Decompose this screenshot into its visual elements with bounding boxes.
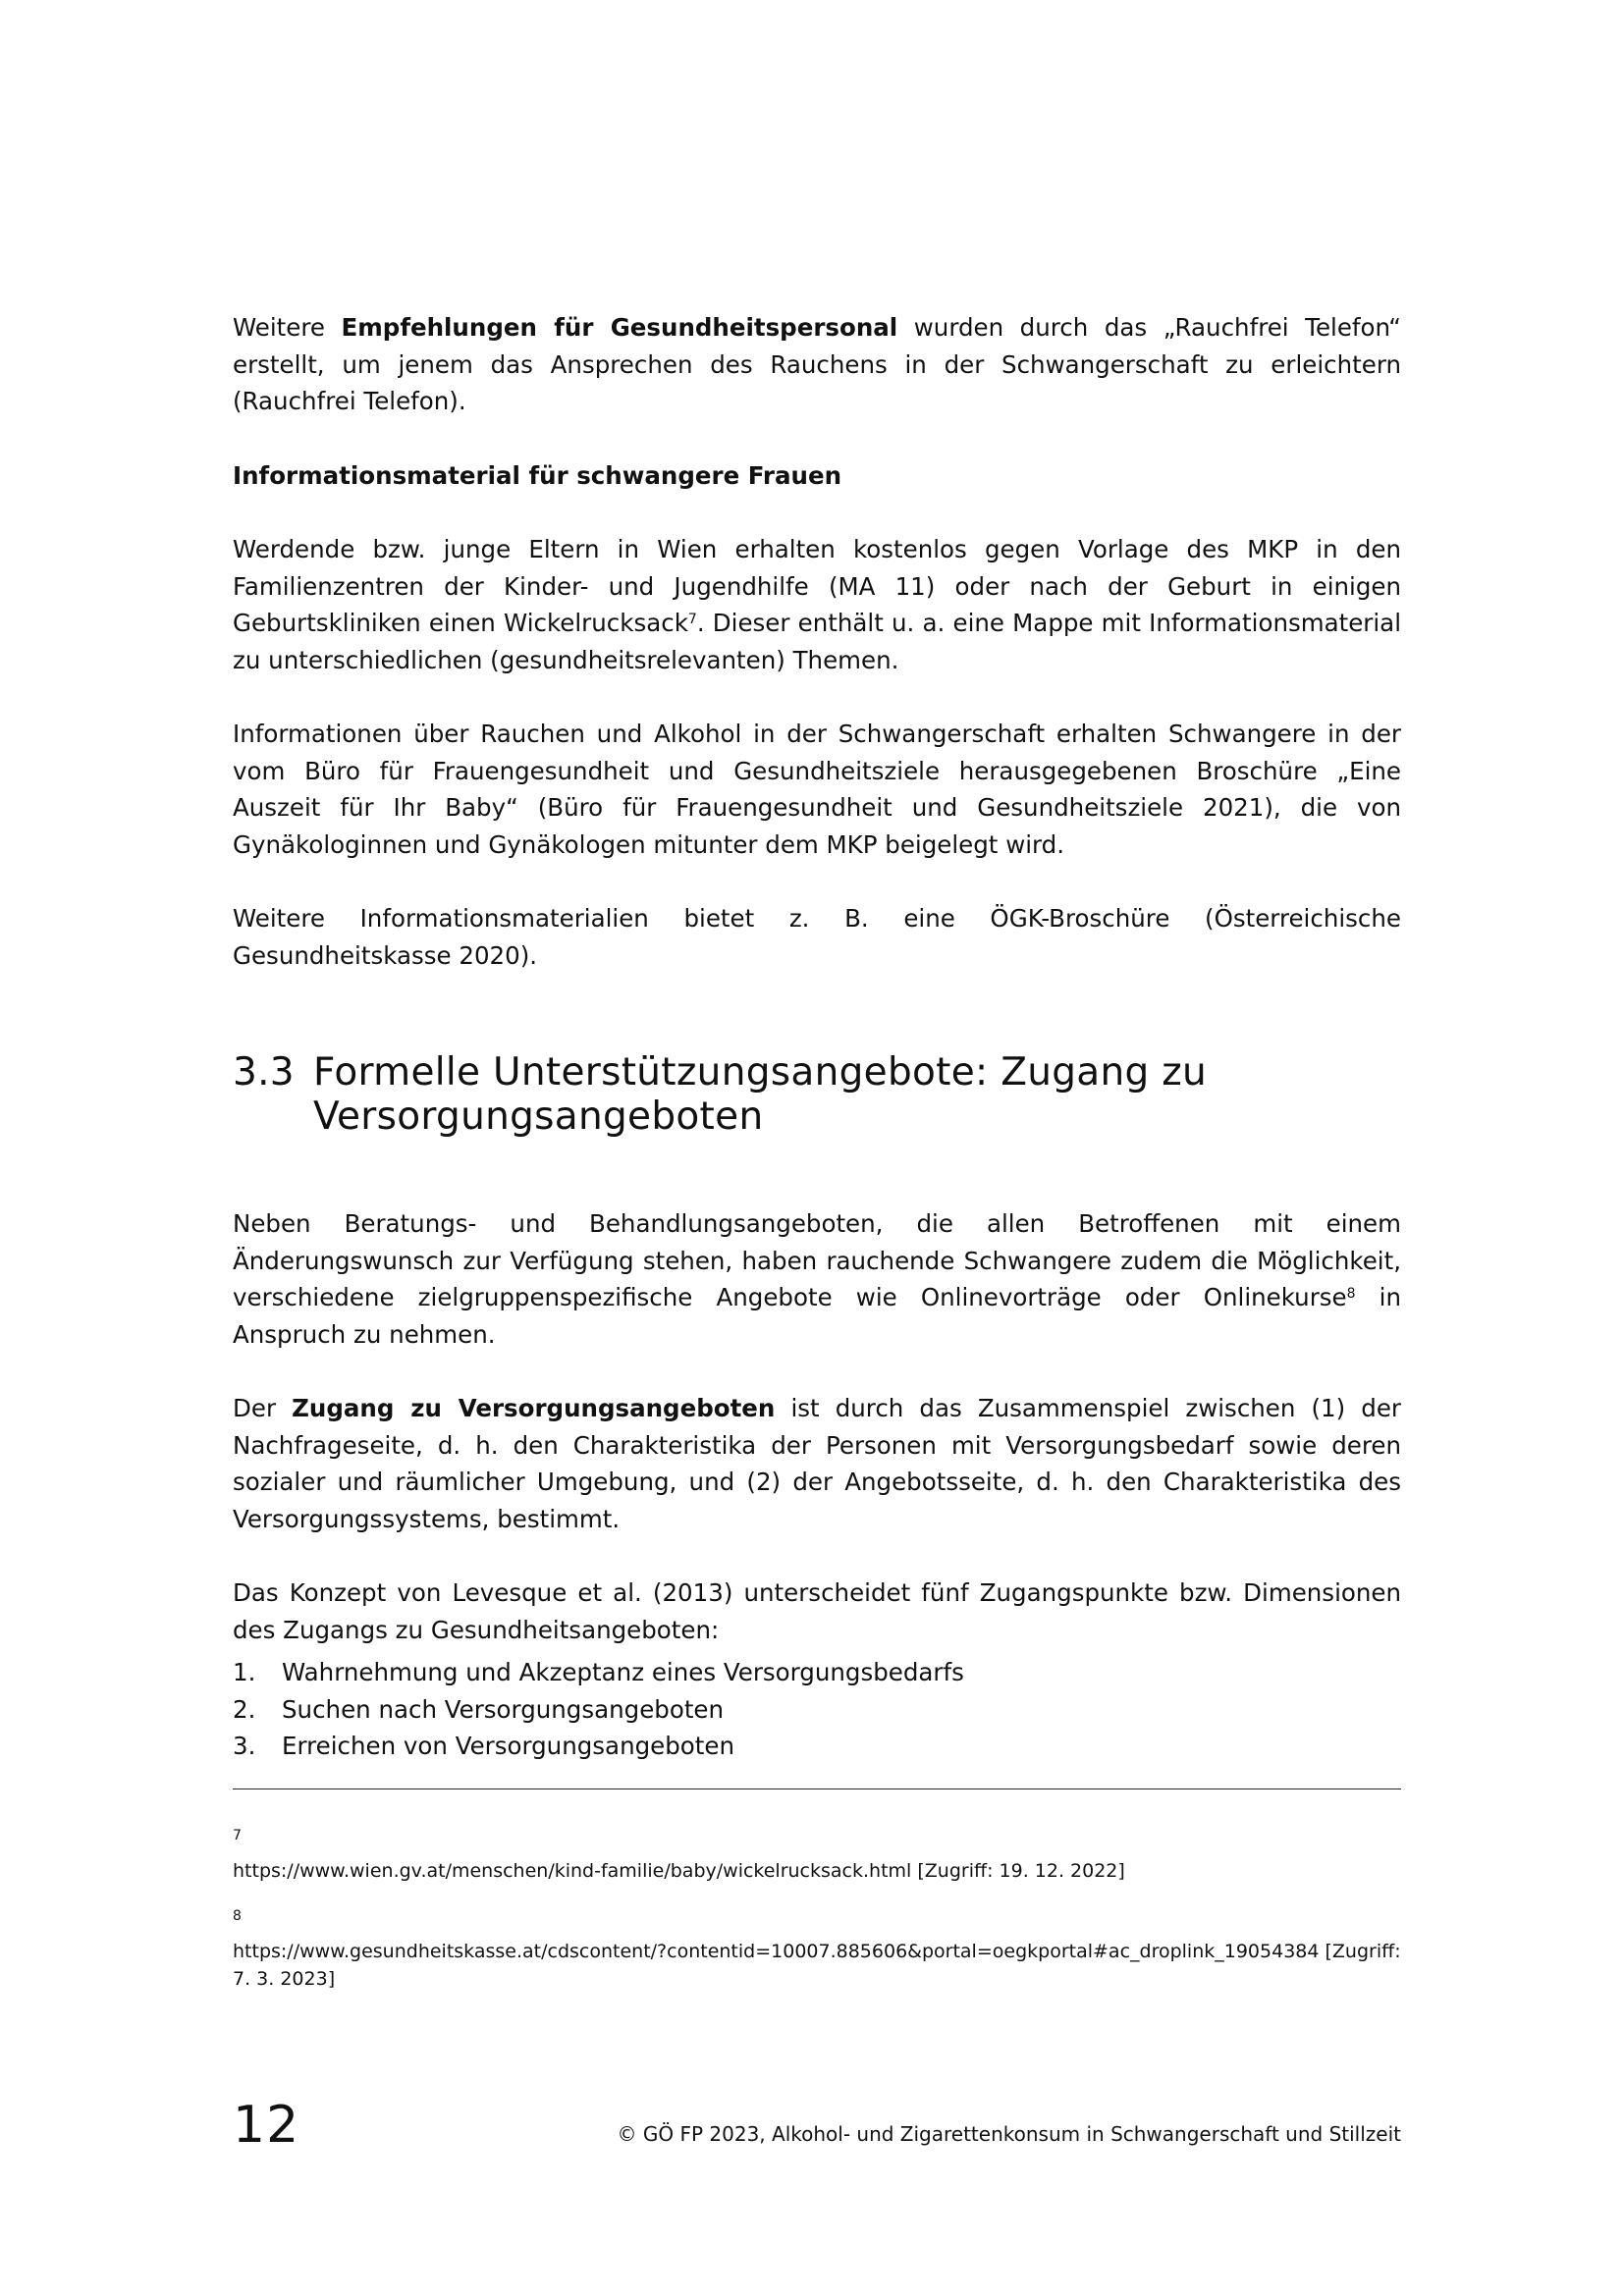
list-item-number: 3. [233,1732,256,1760]
paragraph-beratungsangebote [233,1205,1401,1353]
list-item-text: Wahrnehmung und Akzeptanz eines Versorgungsbedarfs [282,1658,964,1686]
paragraph-text: wurden durch das „Rauchfrei Telefon“ erstellt, um jenem das Ansprechen des Rauchens in der Schwangerschaft zu erleichtern (Rauchfrei Telefon). [233,313,1401,415]
paragraph-text: . Dieser enthält u. a. eine Mappe mit Informationsmaterial zu unterschiedlichen (gesundheitsrelevanten) Themen. [233,609,1401,674]
page-number: 12 [233,2096,300,2155]
paragraph-broschuere: Informationen über Rauchen und Alkohol in der Schwangerschaft erhalten Schwangere in der vom Büro für Frauengesundheit und Gesundheitsziele herausgegebenen Broschüre „Eine Auszeit für Ihr Baby“ (Büro für Frauengesundheit und Gesundheitsziele 2021), die von Gynäkologinnen und Gynäkologen mitunter dem MKP beigelegt wird. [233,720,1401,859]
paragraph-text: ist durch das Zusammenspiel zwischen (1) der Nachfrageseite, d. h. den Charakteristika der Personen mit Versorgungsbedarf sowie deren sozialer und räumlicher Umgebung, und (2) der Angebotsseite, d. h. den Charakteristika des Versorgungssystems, bestimmt. [233,1394,1401,1533]
subheading-informationsmaterial: Informationsmaterial für schwangere Frauen [233,460,842,490]
list-item [233,1728,1401,1765]
footnotes [233,1826,1401,2014]
paragraph-text: Neben Beratungs- und Behandlungsangeboten, die allen Betroffenen mit einem Änderungswunsch zur Verfügung stehen, haben rauchende Schwangere zudem die Möglichkeit, verschiedene zielgruppenspezifische Angebote wie Onlinevorträge oder Onlinekurse [233,1209,1401,1311]
paragraph-levesque: Das Konzept von Levesque et al. (2013) unterscheidet fünf Zugangspunkte bzw. Dimensionen des Zugangs zu Gesundheitsangeboten: [233,1578,1401,1644]
section-number: 3.3 [233,1050,295,1095]
bold-term: Empfehlungen für Gesundheitspersonal [341,313,898,342]
page-footer-copyright: © GÖ FP 2023, Alkohol- und Zigarettenkonsum in Schwangerschaft und Stillzeit [617,2122,1401,2146]
paragraph-text: Werdende bzw. junge Eltern in Wien erhalten kostenlos gegen Vorlage des MKP in den Familienzentren der Kinder- und Jugendhilfe (MA 11) oder nach der Geburt in einigen Geburtskliniken einen Wickelrucksack [233,535,1401,637]
paragraph-text: Der [233,1394,293,1422]
list-item-number: 2. [233,1694,256,1724]
footnote-mark: 8 [233,1908,242,1924]
access-dimensions-list [233,1654,1401,1765]
footnote-item [233,1906,1401,1993]
paragraph-zugang [233,1390,1401,1537]
paragraph-oegk: Weitere Informationsmaterialien bietet z. B. eine ÖGK-Broschüre (Österreichische Gesundheitskasse 2020). [233,904,1401,970]
list-item [233,1654,1401,1691]
footnote-reference[interactable]: 7 [687,612,697,627]
section-title: Formelle Unterstützungsangebote: Zugang zu Versorgungsangeboten [313,1050,1208,1139]
footnote-mark: 7 [233,1828,242,1843]
footnote-link[interactable]: https://www.wien.gv.at/menschen/kind-familie/baby/wickelrucksack.html [Zugriff: 19. 12. 2022] [233,1860,1125,1882]
list-item-text: Suchen nach Versorgungsangeboten [282,1694,725,1724]
paragraph-text: Weitere [233,313,342,342]
paragraph-empfehlungen [233,309,1401,420]
bold-term: Zugang zu Versorgungsangeboten [292,1394,776,1422]
footnote-item [233,1826,1401,1885]
main-content [233,309,1401,1765]
list-item [233,1691,1401,1729]
footnote-link[interactable]: https://www.gesundheitskasse.at/cdscontent/?contentid=10007.885606&portal=oegkportal#ac_droplink_19054384 [Zugriff: 7. 3. 2023] [233,1941,1401,1990]
list-item-number: 1. [233,1658,256,1686]
section-heading [233,1050,1401,1139]
paragraph-wickelrucksack [233,531,1401,678]
paragraph-text: in Anspruch zu nehmen. [233,1283,1402,1349]
list-item-text: Erreichen von Versorgungsangeboten [282,1732,734,1760]
footnote-reference[interactable]: 8 [1346,1286,1356,1302]
